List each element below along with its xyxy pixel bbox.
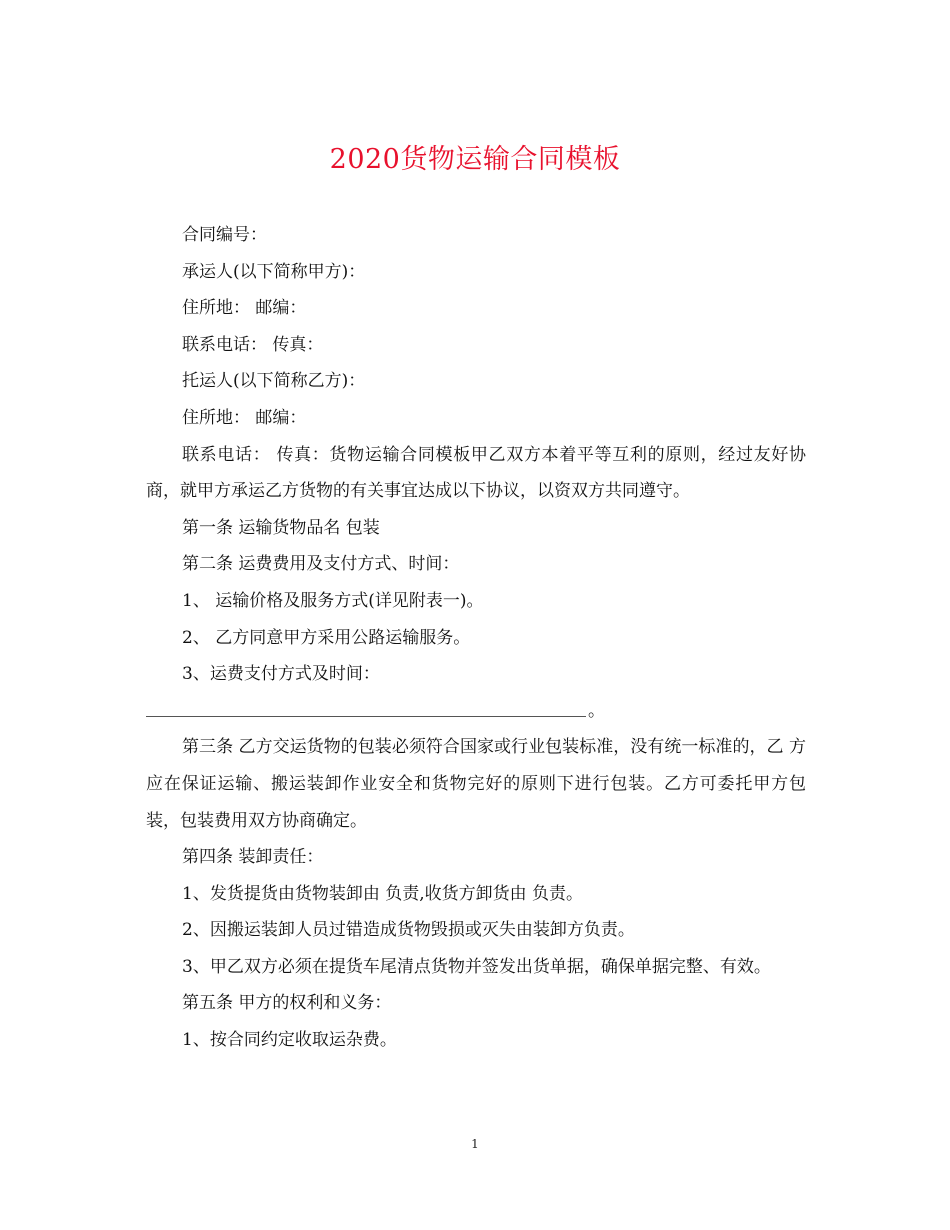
fill-in-blank-line [146, 693, 806, 730]
blank-underline [146, 702, 586, 717]
paragraph-article-4-item-3: 3、甲乙双方必须在提货车尾清点货物并签发出货单据，确保单据完整、有效。 [182, 956, 771, 977]
paragraph-preamble: 联系电话： 传真：货物运输合同模板甲乙双方本着平等互利的原则，经过友好协商，就甲方承运乙方货物的有关事宜达成以下协议，以资双方共同遵守。 [146, 444, 806, 502]
paragraph-shipper: 托运人(以下简称乙方)： [182, 371, 366, 392]
paragraph-article-2-item-2: 2、 乙方同意甲方采用公路运输服务。 [182, 627, 471, 648]
paragraph-article-1: 第一条 运输货物品名 包装 [182, 517, 380, 538]
paragraph-article-5: 第五条 甲方的权利和义务： [182, 993, 392, 1014]
paragraph-article-5-item-1: 1、按合同约定收取运杂费。 [182, 1030, 397, 1051]
paragraph-carrier-phone: 联系电话： 传真： [182, 334, 324, 355]
document-title: 2020货物运输合同模板 [329, 144, 621, 175]
paragraph-article-2-item-1: 1、 运输价格及服务方式(详见附表一)。 [182, 590, 484, 611]
page-number: 1 [471, 1137, 479, 1151]
paragraph-article-4-item-2: 2、因搬运装卸人员过错造成货物毁损或灭失由装卸方负责。 [182, 920, 635, 941]
document-body [146, 217, 806, 1059]
paragraph-carrier-address: 住所地： 邮编： [182, 298, 307, 319]
paragraph-carrier: 承运人(以下简称甲方)： [182, 261, 366, 282]
blank-line-tail: 。 [588, 700, 605, 721]
paragraph-contract-number: 合同编号： [182, 225, 267, 245]
paragraph-article-4-item-1: 1、发货提货由货物装卸由 负责,收货方卸货由 负责。 [182, 883, 584, 904]
paragraph-article-4: 第四条 装卸责任： [182, 847, 324, 868]
paragraph-article-3: 第三条 乙方交运货物的包装必须符合国家或行业包装标准，没有统一标准的，乙 方应在保证运输、搬运装卸作业安全和货物完好的原则下进行包装。乙方可委托甲方包装，包装费用双方协商确定。 [146, 737, 806, 831]
paragraph-shipper-address: 住所地： 邮编： [182, 407, 307, 428]
paragraph-article-2-item-3: 3、运费支付方式及时间： [182, 664, 380, 685]
paragraph-article-2: 第二条 运费费用及支付方式、时间： [182, 554, 460, 575]
